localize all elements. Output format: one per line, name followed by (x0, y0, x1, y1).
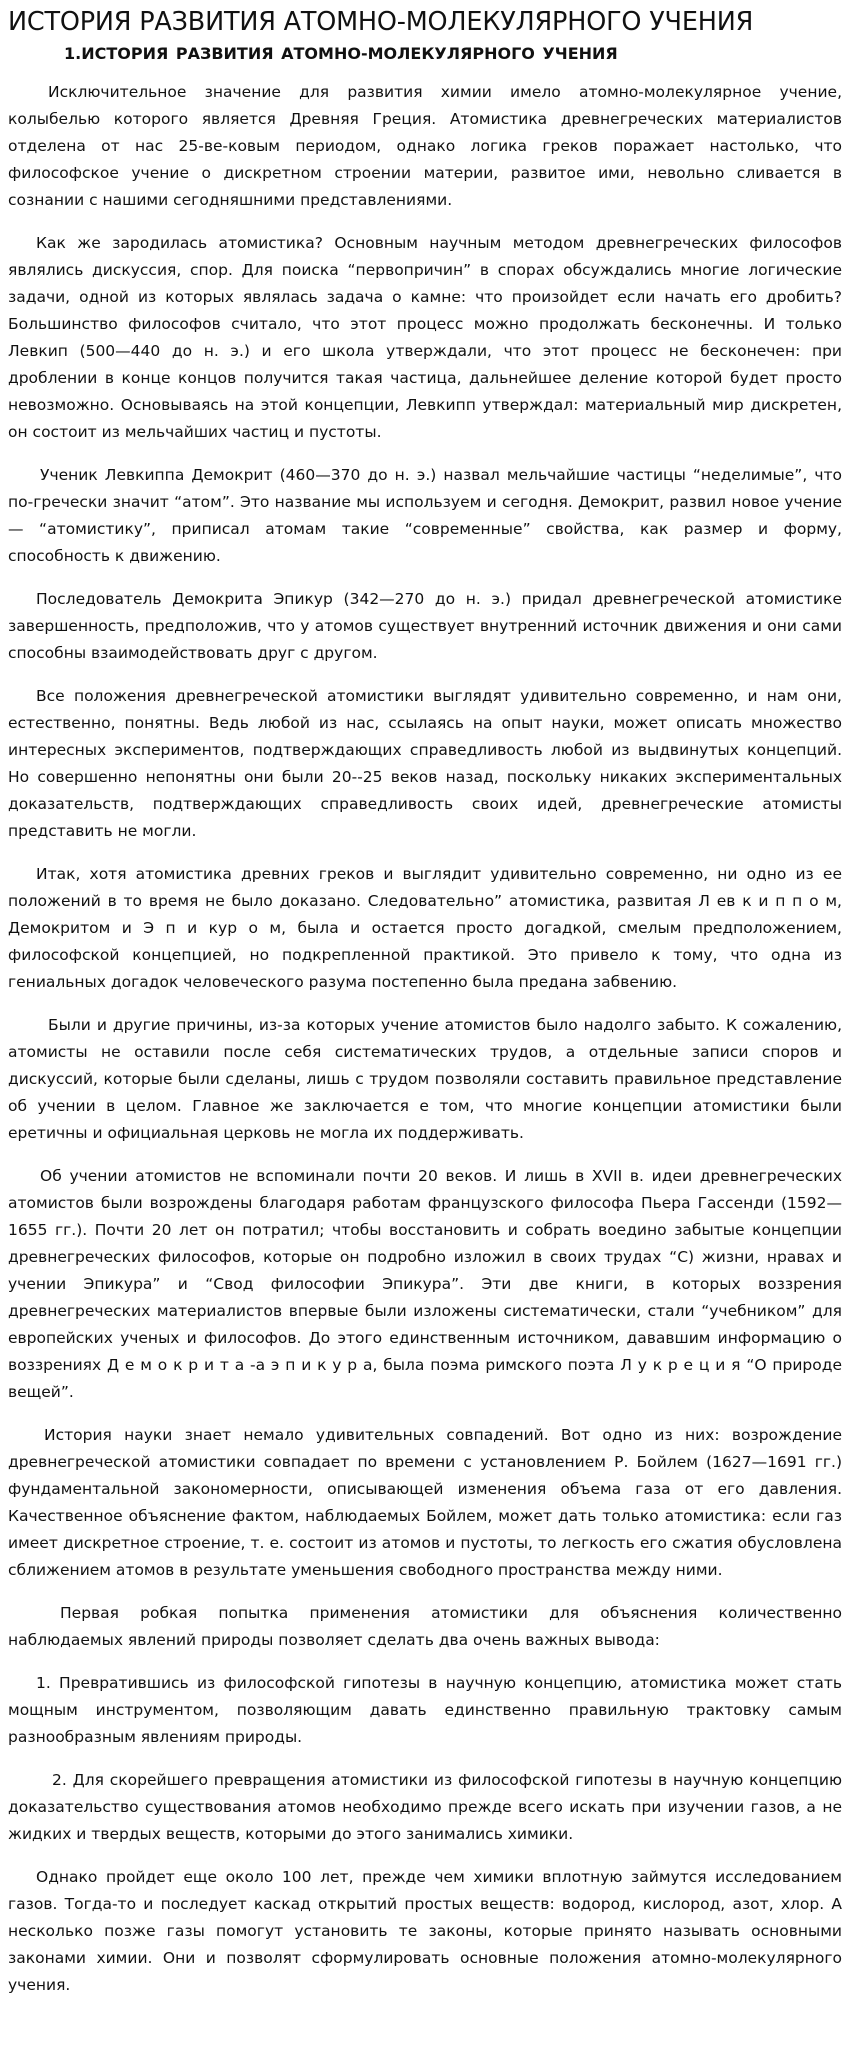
paragraph-5: Все положения древнегреческой атомистики выглядят удивительно современно, и нам они, естественно, понятны. Ведь любой из нас, ссылаясь на опыт науки, может описать множество интересных экспериментов, подтверждающих справедливость любой из выдвинутых концепций. Но совершенно непонятны они были 20--25 веков назад, поскольку никаких экспериментальных доказательств, подтверждающих справедливость своих идей, древнегреческие атомисты представить не могли. (8, 687, 842, 840)
page-title: ИСТОРИЯ РАЗВИТИЯ АТОМНО-МОЛЕКУЛЯРНОГО УЧЕНИЯ (8, 7, 754, 37)
section-heading: 1.ИСТОРИЯ РАЗВИТИЯ АТОМНО-МОЛЕКУЛЯРНОГО УЧЕНИЯ (64, 44, 618, 63)
paragraph-10: Первая робкая попытка применения атомистики для объяснения количественно наблюдаемых явлений природы позволяет сделать два очень важных вывода: (8, 1604, 842, 1649)
paragraph-2: Как же зародилась атомистика? Основным научным методом древнегреческих философов являлись дискуссия, спор. Для поиска “первопричин” в спорах обсуждались многие логические задачи, одной из которых являлась задача о камне: что произойдет если начать его дробить? Большинство философов считало, что этот процесс можно продолжать бесконечны. И только Левкип (500—440 до н. э.) и его школа утверждали, что этот процесс не бесконечен: при дроблении в конце концов получится такая частица, дальнейшее деление которой будет просто невозможно. Основываясь на этой концепции, Левкипп утверждал: материальный мир дискретен, он состоит из мельчайших частиц и пустоты. (8, 234, 842, 441)
conclusion-item-2: 2. Для скорейшего превращения атомистики из философской гипотезы в научную концепцию доказательство существования атомов необходимо прежде всего искать при изучении газов, а не жидких и твердых веществ, которыми до этого занимались химики. (8, 1771, 842, 1843)
article-body (8, 79, 842, 1999)
paragraph-final: Однако пройдет еще около 100 лет, прежде чем химики вплотную займутся исследованием газов. Тогда-то и последует каскад открытий простых веществ: водород, кислород, азот, хлор. А несколько позже газы помогут установить те законы, которые принято называть основными законами химии. Они и позволят сформулировать основные положения атомно-молекулярного учения. (8, 1868, 842, 1994)
paragraph-6: Итак, хотя атомистика древних греков и выглядит удивительно современно, ни одно из ее положений в то время не было доказано. Следовательно” атомистика, развитая Л ев к и п п о м, Демокритом и Э п и кур о м, была и остается просто догадкой, смелым предположением, философской концепцией, но подкрепленной практикой. Это привело к тому, что одна из гениальных догадок человеческого разума постепенно была предана забвению. (8, 865, 842, 991)
paragraph-4: Последователь Демокрита Эпикур (342—270 до н. э.) придал древнегреческой атомистике завершенность, предположив, что у атомов существует внутренний источник движения и они сами способны взаимодействовать друг с другом. (8, 590, 842, 662)
paragraph-1: Исключительное значение для развития химии имело атомно-молекулярное учение, колыбелью которого является Древняя Греция. Атомистика древнегреческих материалистов отделена от нас 25-ве-ковым периодом, однако логика греков поражает настолько, что философское учение о дискретном строении материи, развитое ими, невольно сливается в сознании с нашими сегодняшними представлениями. (8, 83, 842, 209)
paragraph-7: Были и другие причины, из-за которых учение атомистов было надолго забыто. К сожалению, атомисты не оставили после себя систематических трудов, а отдельные записи споров и дискуссий, которые были сделаны, лишь с трудом позволяли составить правильное представление об учении в целом. Главное же заключается е том, что многие концепции атомистики были еретичны и официальная церковь не могла их поддерживать. (8, 1016, 842, 1142)
paragraph-9: История науки знает немало удивительных совпадений. Вот одно из них: возрождение древнегреческой атомистики совпадает по времени с установлением Р. Бойлем (1627—1691 гг.) фундаментальной закономерности, описывающей изменения объема газа от его давления. Качественное объяснение фактом, наблюдаемых Бойлем, может дать только атомистика: если газ имеет дискретное строение, т. е. состоит из атомов и пустоты, то легкость его сжатия обусловлена сближением атомов в результате уменьшения свободного пространства между ними. (8, 1426, 842, 1579)
conclusion-item-1: 1. Превратившись из философской гипотезы в научную концепцию, атомистика может стать мощным инструментом, позволяющим давать единственно правильную трактовку самым разнообразным явлениям природы. (8, 1674, 842, 1746)
paragraph-3: Ученик Левкиппа Демокрит (460—370 до н. э.) назвал мельчайшие частицы “неделимые”, что по-гречески значит “атом”. Это название мы используем и сегодня. Демокрит, развил новое учение — “атомистику”, приписал атомам такие “современные” свойства, как размер и форму, способность к движению. (8, 466, 842, 565)
paragraph-8: Об учении атомистов не вспоминали почти 20 веков. И лишь в XVII в. идеи древнегреческих атомистов были возрождены благодаря работам французского философа Пьера Гассенди (1592—1655 гг.). Почти 20 лет он потратил; чтобы восстановить и собрать воедино забытые концепции древнегреческих философов, которые он подробно изложил в своих трудах “С) жизни, нравах и учении Эпикура” и “Свод философии Эпикура”. Эти две книги, в которых воззрения древнегреческих материалистов впервые были изложены систематически, стали “учебником” для европейских ученых и философов. До этого единственным источником, дававшим информацию о воззрениях Д е м о к р и т а -а э п и к у р а, была поэма римского поэта Л у к р е ц и я “О природе вещей”. (8, 1167, 842, 1401)
